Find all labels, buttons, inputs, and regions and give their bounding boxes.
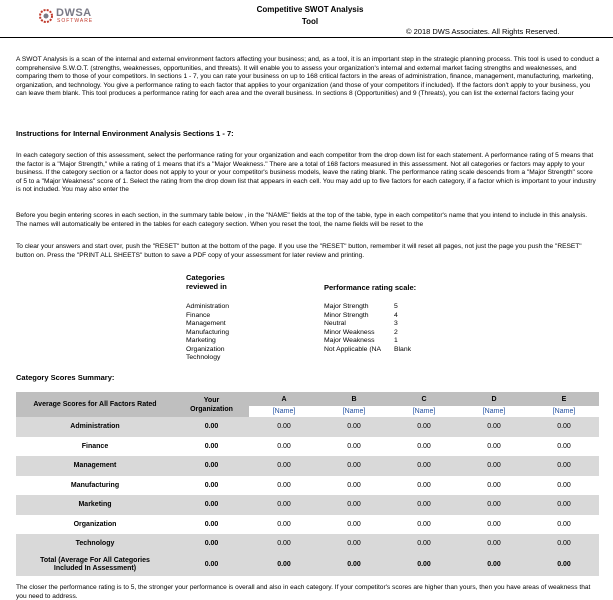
row-label: Administration [16, 417, 174, 437]
score-cell: 0.00 [204, 520, 219, 528]
score-cell: 0.00 [174, 456, 249, 476]
column-header-competitor-c: C [389, 392, 459, 406]
rating-value: 5 [394, 303, 398, 310]
total-label-line-1: Total (Average For All Categories [40, 556, 150, 564]
rating-label: Neutral [324, 320, 346, 327]
score-cell: 0.00 [277, 520, 291, 528]
score-cell: 0.00 [277, 442, 291, 450]
score-cell: 0.00 [347, 481, 361, 489]
footer-paragraph: The closer the performance rating is to 5, the stronger your performance is overall and also in each category. If your competitor's scores are higher than yours, then you have areas of weakness that you need to address. [16, 584, 591, 600]
score-cell: 0.00 [557, 481, 571, 489]
column-header-competitor-a: A [249, 392, 319, 406]
rating-item [324, 312, 411, 321]
page-title [220, 4, 400, 28]
rating-label: Major Strength [324, 303, 369, 310]
total-score-cell: 0.00 [529, 554, 599, 576]
score-cell: 0.00 [319, 495, 389, 515]
instructions-paragraph-3: To clear your answers and start over, push the "RESET" button at the bottom of the page. If you use the "RESET" button, remember it will reset all pages, not just the page you push the "RESET" button on. Press the "PRINT ALL SHEETS" button to save a PDF copy of your assessment for later review and printing. [16, 243, 582, 259]
table-row [16, 534, 599, 554]
score-cell: 0.00 [204, 442, 219, 450]
table-row [16, 495, 599, 515]
competitor-name-field-d[interactable]: [Name] [482, 408, 506, 415]
score-cell: 0.00 [389, 417, 459, 437]
score-cell: 0.00 [487, 481, 501, 489]
table-row [16, 456, 599, 476]
rating-value: Blank [394, 345, 412, 353]
score-cell: 0.00 [389, 456, 459, 476]
table-row [16, 515, 599, 535]
category-item: Marketing [186, 337, 216, 344]
score-cell: 0.00 [319, 456, 389, 476]
rating-value: 2 [394, 328, 398, 336]
categories-heading-line-2: reviewed in [186, 282, 227, 291]
total-score-cell: 0.00 [174, 554, 249, 576]
categories-heading-line-1: Categories [186, 273, 225, 282]
row-label: Organization [73, 520, 117, 528]
category-scores-table [16, 392, 599, 576]
total-label-line-2: Included In Assessment) [53, 564, 137, 572]
row-label: Manufacturing [70, 481, 120, 489]
row-label: Technology [16, 534, 174, 554]
column-header-competitor-e: E [529, 392, 599, 406]
rating-item [324, 329, 411, 338]
category-item: Finance [186, 311, 211, 319]
score-cell: 0.00 [389, 495, 459, 515]
total-score-cell: 0.00 [459, 554, 529, 576]
column-header-your-organization [174, 392, 249, 417]
rating-value: 1 [394, 337, 398, 344]
row-label: Finance [81, 442, 109, 450]
table-header-row [16, 392, 599, 406]
competitor-name-field-e[interactable]: [Name] [552, 408, 576, 415]
score-cell: 0.00 [249, 417, 319, 437]
rating-item [324, 320, 411, 329]
rating-label: Minor Strength [324, 311, 369, 319]
score-cell: 0.00 [529, 534, 599, 554]
score-cell: 0.00 [459, 495, 529, 515]
category-item: Technology [186, 354, 221, 361]
instructions-paragraph-1: In each category section of this assessment, select the performance rating for your organization and each competitor from the drop down list for each statement. A performance rating of 5 means that the factor is a "Major Strength," while a rating of 1 means that it's a "Major Weakness." There are a total of 168 factors measured in this assessment. Not all categories or factors may apply to your business. If the category section or a factor does not apply to your or your competitor's business models, leave the rating blank. The performance rating scale descends from a "Major Strength" score of 5 to a "Major Weakness" score of 1. Select the rating from the drop down list that appears in each cell. You may add up to five factors for each category, if a factor which is important to your industry is not included. You may also enter the [16, 152, 596, 194]
score-cell: 0.00 [529, 417, 599, 437]
title-line-2: Tool [301, 17, 319, 26]
score-cell: 0.00 [529, 456, 599, 476]
score-cell: 0.00 [487, 520, 501, 528]
score-cell: 0.00 [487, 442, 501, 450]
copyright-notice: © 2018 DWS Associates. All Rights Reserved. [406, 27, 560, 36]
score-cell: 0.00 [417, 520, 431, 528]
table-row [16, 437, 599, 457]
total-row-label [16, 554, 174, 576]
competitor-name-field-a[interactable]: [Name] [272, 408, 296, 415]
logo-subtext: SOFTWARE [57, 18, 94, 24]
total-row [16, 554, 599, 576]
rating-label: Minor Weakness [324, 328, 375, 336]
total-score-cell: 0.00 [389, 554, 459, 576]
logo-gear-icon [38, 8, 54, 24]
rating-item [324, 303, 411, 312]
rating-scale-list [324, 303, 411, 354]
score-cell: 0.00 [174, 534, 249, 554]
total-score-cell: 0.00 [249, 554, 319, 576]
score-cell: 0.00 [347, 520, 361, 528]
competitor-name-field-b[interactable]: [Name] [342, 408, 366, 415]
score-cell: 0.00 [319, 534, 389, 554]
category-item: Manufacturing [186, 328, 230, 336]
score-cell: 0.00 [174, 417, 249, 437]
score-cell: 0.00 [529, 495, 599, 515]
column-header-competitor-b: B [319, 392, 389, 406]
categories-heading [186, 273, 227, 291]
rating-label: Not Applicable (NA [324, 345, 382, 353]
score-cell: 0.00 [389, 534, 459, 554]
score-cell: 0.00 [557, 520, 571, 528]
score-cell: 0.00 [557, 442, 571, 450]
score-cell: 0.00 [204, 481, 219, 489]
instructions-paragraph-2: Before you begin entering scores in each section, in the summary table below , in the "NAME" fields at the top of the table, type in each competitor's name that you intend to include in this analysis. The names will automatically be entered in the tables for each category section. When you reset the tool, the name fields will be reset to the [16, 212, 588, 228]
score-cell: 0.00 [417, 442, 431, 450]
rating-item [324, 337, 411, 346]
row-label: Marketing [16, 495, 174, 515]
category-item: Management [186, 320, 226, 327]
instructions-heading: Instructions for Internal Environment Analysis Sections 1 - 7: [16, 129, 234, 138]
score-cell: 0.00 [459, 417, 529, 437]
rating-item [324, 346, 411, 355]
categories-list [186, 303, 229, 363]
column-header-category: Average Scores for All Factors Rated [16, 392, 174, 417]
your-org-line-1: Your [203, 396, 220, 404]
score-cell: 0.00 [459, 534, 529, 554]
category-item: Administration [186, 303, 230, 310]
title-line-1: Competitive SWOT Analysis [256, 5, 364, 14]
summary-heading: Category Scores Summary: [16, 373, 115, 382]
score-cell: 0.00 [277, 481, 291, 489]
total-score-cell: 0.00 [319, 554, 389, 576]
competitor-name-field-c[interactable]: [Name] [412, 408, 436, 415]
rating-value: 3 [394, 320, 398, 327]
score-cell: 0.00 [249, 495, 319, 515]
score-cell: 0.00 [249, 534, 319, 554]
score-cell: 0.00 [417, 481, 431, 489]
score-cell: 0.00 [347, 442, 361, 450]
score-cell: 0.00 [174, 495, 249, 515]
category-item: Organization [186, 345, 225, 353]
your-org-line-2: Organization [190, 405, 233, 413]
rating-value: 4 [394, 311, 398, 319]
header-divider [0, 37, 613, 38]
rating-scale-heading: Performance rating scale: [324, 283, 417, 292]
logo-text: DWSA [56, 7, 92, 19]
company-logo [38, 6, 108, 26]
rating-label: Major Weakness [324, 337, 375, 344]
table-row [16, 417, 599, 437]
intro-paragraph: A SWOT Analysis is a scan of the internal and external environment factors affecting your business; and, as a tool, it is an important step in the strategic planning process. This tool is used to conduct a comprehensive S.W.O.T. (strengths, weaknesses, opportunities, and threats). It will enable you to assess your organization's internal and external market facing strengths and weaknesses, and comparing them to those of your competitors. In sections 1 - 7, you can rate your business on up to 168 critical factors in the areas of administration, finance, management, manufacturing, marketing, organization, and technology. You give a performance rating to each factor that applies to your organization (and those of your competitors if included). If the factors don't apply to your business, you can leave them blank. This tool produces a performance rating for each area and the overall business. In sections 8 (Opportunities) and 9 (Threats), you can list the external factors facing your [16, 56, 600, 98]
row-label: Management [16, 456, 174, 476]
score-cell: 0.00 [319, 417, 389, 437]
score-cell: 0.00 [249, 456, 319, 476]
score-cell: 0.00 [459, 456, 529, 476]
table-row [16, 476, 599, 496]
column-header-competitor-d: D [459, 392, 529, 406]
